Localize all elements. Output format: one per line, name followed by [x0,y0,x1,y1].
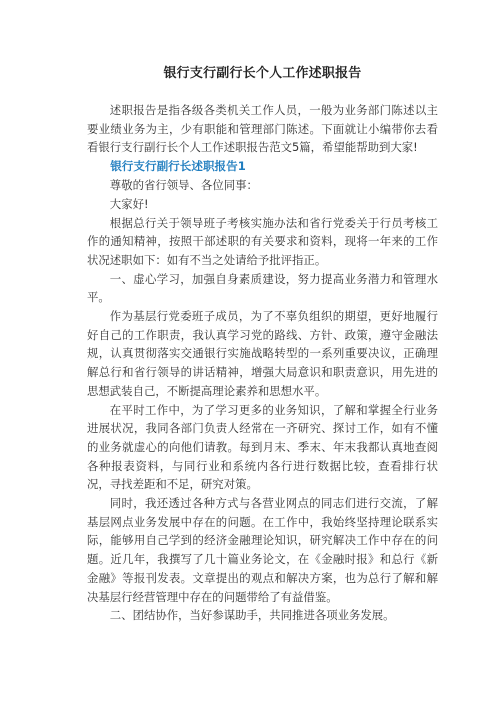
salutation: 尊敬的省行领导、各位同事： [109,178,258,193]
body-paragraph: 作为基层行党委班子成员，为了不辜负组织的期望，更好地履行好自己的工作职责，我认真学习党的路线、方针、政策，遵守金融法规，认真贯彻落实交通银行实施战略转型的一系列重要决议，正确理解总行和省行领导的讲话精神，增强大局意识和职责意识，用先进的思想武装自己，不断提高理论素养和思想水平。 [87,309,438,398]
body-paragraph: 在平时工作中，为了学习更多的业务知识，了解和掌握全行业务进展状况，我同各部门负责人经常在一齐研究、探讨工作，如有不懂的业务就虚心的向他们请教。每到月末、季末、年末我都认真地查阅各种报表资料，与同行业和系统内各行进行数据比较，查看排行状况，寻找差距和不足，研究对策。 [87,402,438,492]
body-paragraph: 同时，我还透过各种方式与各营业网点的同志们进行交流，了解基层网点业务发展中存在的问题。在工作中，我始终坚持理论联系实际，能够用自己学到的经济金融理论知识，研究解决工作中存在的问题。近几年，我撰写了几十篇业务论文，在《金融时报》和总行《新金融》等报刊发表。文章提出的观点和解决方案，也为总行了解和解决基层行经营管理中存在的问题带给了有益借鉴。 [87,496,438,604]
section-point-1: 一、虚心学习，加强自身素质建设，努力提高业务潜力和管理水平。 [87,271,438,305]
intro-paragraph: 述职报告是指各级各类机关工作人员，一般为业务部门陈述以主要业绩业务为主，少有职能和管理部门陈述。下面就让小编带你去看看银行支行副行长个人工作述职报告范文5篇，希望能帮助到大家! [87,103,438,155]
body-paragraph: 根据总行关于领导班子考核实施办法和省行党委关于行员考核工作的通知精神，按照干部述职的有关要求和资料，现将一年来的工作状况述职如下：如有不当之处请给予批评指正。 [87,215,438,267]
section-point-2: 二、团结协作，当好参谋助手，共同推进各项业务发展。 [109,608,395,623]
greeting: 大家好! [109,196,149,211]
section-heading: 银行支行副行长述职报告1 [110,159,246,174]
document-title: 银行支行副行长个人工作述职报告 [163,66,362,81]
